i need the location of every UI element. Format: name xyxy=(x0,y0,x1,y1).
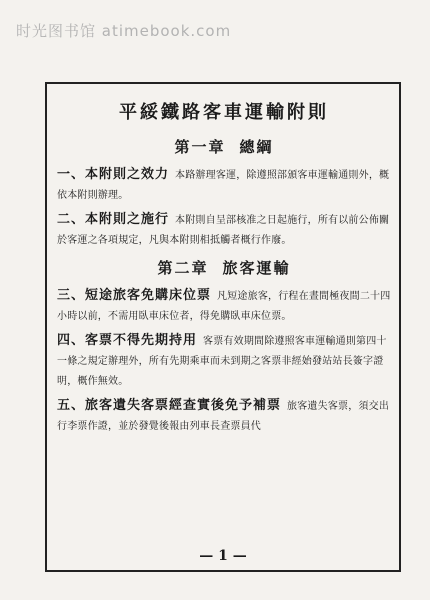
article-body: 旅客遺失客票，須交出行李票作證，並於發覺後報由列車長查票員代 xyxy=(57,401,390,432)
article-2 xyxy=(57,210,391,251)
article-body: 客票有效期間除遵照客車運輸通則第四十一條之規定辦理外，所有先期乘車而未到期之客票非經始發站站長簽字證明，概作無效。 xyxy=(57,336,387,387)
article-number: 五、 xyxy=(57,398,86,413)
article-body: 本附則自呈部核准之日起施行，所有以前公佈關於客運之各項規定，凡與本附則相抵觸者概行作廢。 xyxy=(57,215,390,246)
article-number: 三、 xyxy=(57,288,86,303)
chapter-heading-1 xyxy=(57,136,391,157)
article-heading: 本附則之效力 xyxy=(85,167,170,182)
article-3 xyxy=(57,286,391,327)
article-4 xyxy=(57,331,391,392)
document-frame xyxy=(45,82,401,572)
article-body: 凡短途旅客，行程在晝間極夜間二十四小時以前，不需用臥車床位者，得免購臥車床位票。 xyxy=(57,291,391,322)
watermark: 时光图书馆 atimebook.com xyxy=(16,22,232,40)
article-number: 一、 xyxy=(57,167,86,182)
article-heading: 客票不得先期持用 xyxy=(85,333,198,348)
article-heading: 本附則之施行 xyxy=(85,212,170,227)
article-heading: 旅客遺失客票經查實後免予補票 xyxy=(85,398,282,413)
article-1 xyxy=(57,165,391,206)
article-number: 二、 xyxy=(57,212,86,227)
chapter-number: 第一章 xyxy=(174,138,226,156)
page-number: — 1 — xyxy=(199,548,247,564)
document-title: 平綏鐵路客車運輸附則 xyxy=(119,102,329,123)
chapter-heading-2 xyxy=(57,257,391,278)
article-5 xyxy=(57,396,391,437)
chapter-title: 總綱 xyxy=(239,138,274,156)
chapter-number: 第二章 xyxy=(157,259,209,277)
article-number: 四、 xyxy=(57,333,86,348)
article-heading: 短途旅客免購床位票 xyxy=(85,288,212,303)
article-body: 本路辦理客運，除遵照部頒客車運輸通則外，概依本附則辦理。 xyxy=(57,170,390,201)
chapter-title: 旅客運輸 xyxy=(222,259,291,277)
